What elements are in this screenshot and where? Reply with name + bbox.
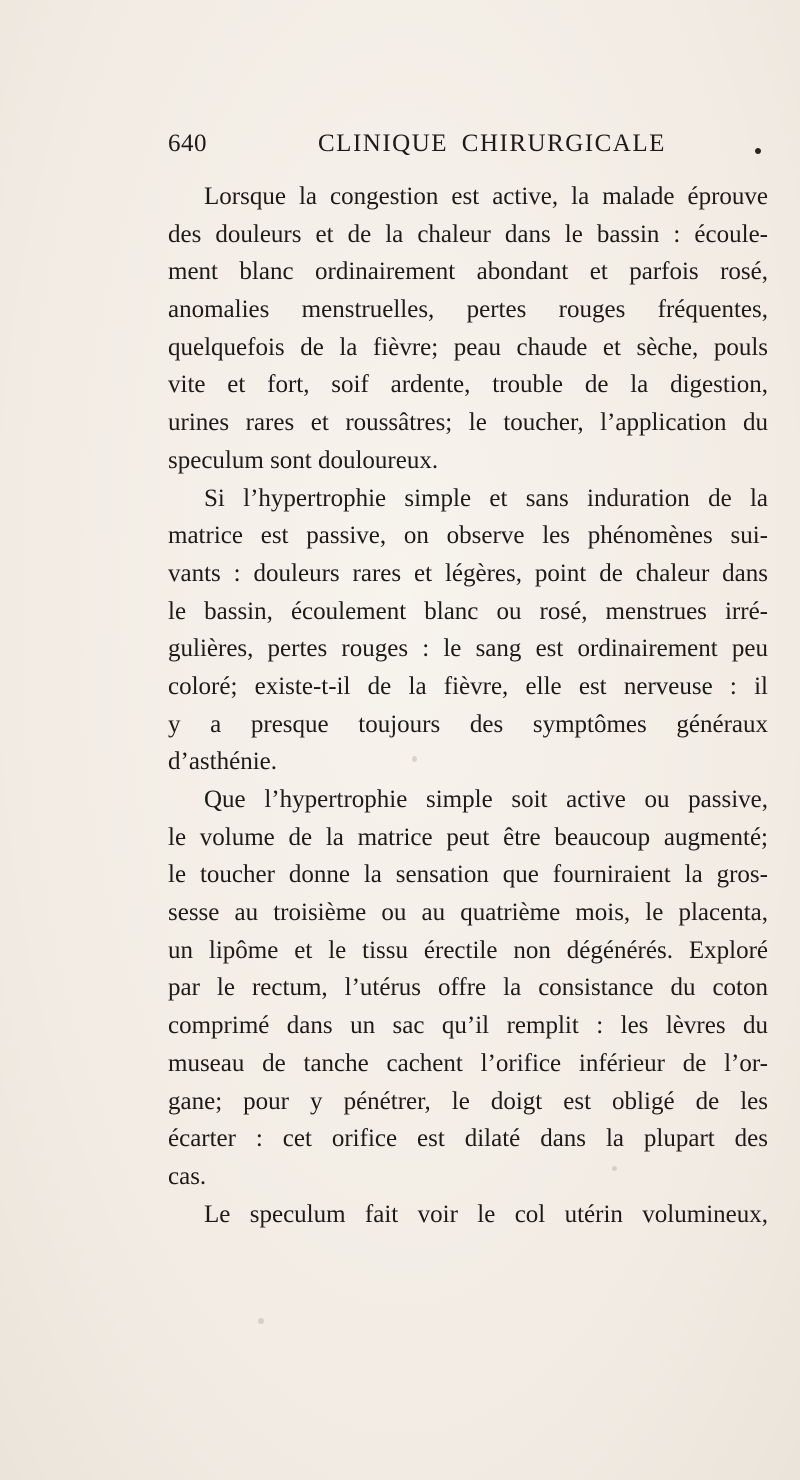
text-line: vants : douleurs rares et légères, point de chaleur dans xyxy=(168,559,768,587)
text-line: gane; pour y pénétrer, le doigt est obligé de les xyxy=(168,1087,768,1115)
paragraph xyxy=(168,480,768,782)
paper-stain xyxy=(258,1318,264,1324)
text-line: le toucher donne la sensation que fourniraient la gros- xyxy=(168,861,768,889)
text-line: écarter : cet orifice est dilaté dans la plupart des xyxy=(168,1125,768,1153)
page-header xyxy=(168,130,768,170)
text-line: des douleurs et de la chaleur dans le bassin : écoule- xyxy=(168,220,768,248)
text-line: speculum sont douloureux. xyxy=(168,446,439,474)
paragraph xyxy=(168,1196,768,1234)
page-number: 640 xyxy=(168,130,207,157)
text-line: d’asthénie. xyxy=(168,748,277,776)
body-text xyxy=(168,178,768,1233)
text-line: comprimé dans un sac qu’il remplit : les lèvres du xyxy=(168,1012,768,1040)
text-line: matrice est passive, on observe les phénomènes sui- xyxy=(168,522,768,550)
text-line: y a presque toujours des symptômes généraux xyxy=(168,710,768,738)
text-line: par le rectum, l’utérus offre la consistance du coton xyxy=(168,974,768,1002)
paragraph xyxy=(168,178,768,480)
text-line: gulières, pertes rouges : le sang est ordinairement peu xyxy=(168,635,768,663)
text-line: museau de tanche cachent l’orifice inférieur de l’or- xyxy=(168,1049,768,1077)
text-line: anomalies menstruelles, pertes rouges fréquentes, xyxy=(168,296,768,324)
text-line: cas. xyxy=(168,1162,207,1190)
text-line: urines rares et roussâtres; le toucher, l’application du xyxy=(168,409,768,437)
text-line: Le speculum fait voir le col utérin volumineux, xyxy=(204,1200,768,1228)
text-line: sesse au troisième ou au quatrième mois, le placenta, xyxy=(168,899,768,927)
text-line: vite et fort, soif ardente, trouble de la digestion, xyxy=(168,371,768,399)
text-line: un lipôme et le tissu érectile non dégénérés. Exploré xyxy=(168,936,768,964)
text-line: quelquefois de la fièvre; peau chaude et sèche, pouls xyxy=(168,333,768,361)
paragraph xyxy=(168,781,768,1196)
text-line: coloré; existe-t-il de la fièvre, elle est nerveuse : il xyxy=(168,672,768,700)
text-line: Si l’hypertrophie simple et sans induration de la xyxy=(204,484,768,512)
text-line: le bassin, écoulement blanc ou rosé, menstrues irré- xyxy=(168,597,768,625)
text-line: Lorsque la congestion est active, la malade éprouve xyxy=(204,183,768,210)
text-line: le volume de la matrice peut être beaucoup augmenté; xyxy=(168,823,768,851)
running-title: CLINIQUE CHIRURGICALE xyxy=(318,130,666,157)
text-line: Que l’hypertrophie simple soit active ou passive, xyxy=(204,786,768,813)
header-dot xyxy=(755,148,761,154)
text-line: ment blanc ordinairement abondant et parfois rosé, xyxy=(168,258,768,286)
